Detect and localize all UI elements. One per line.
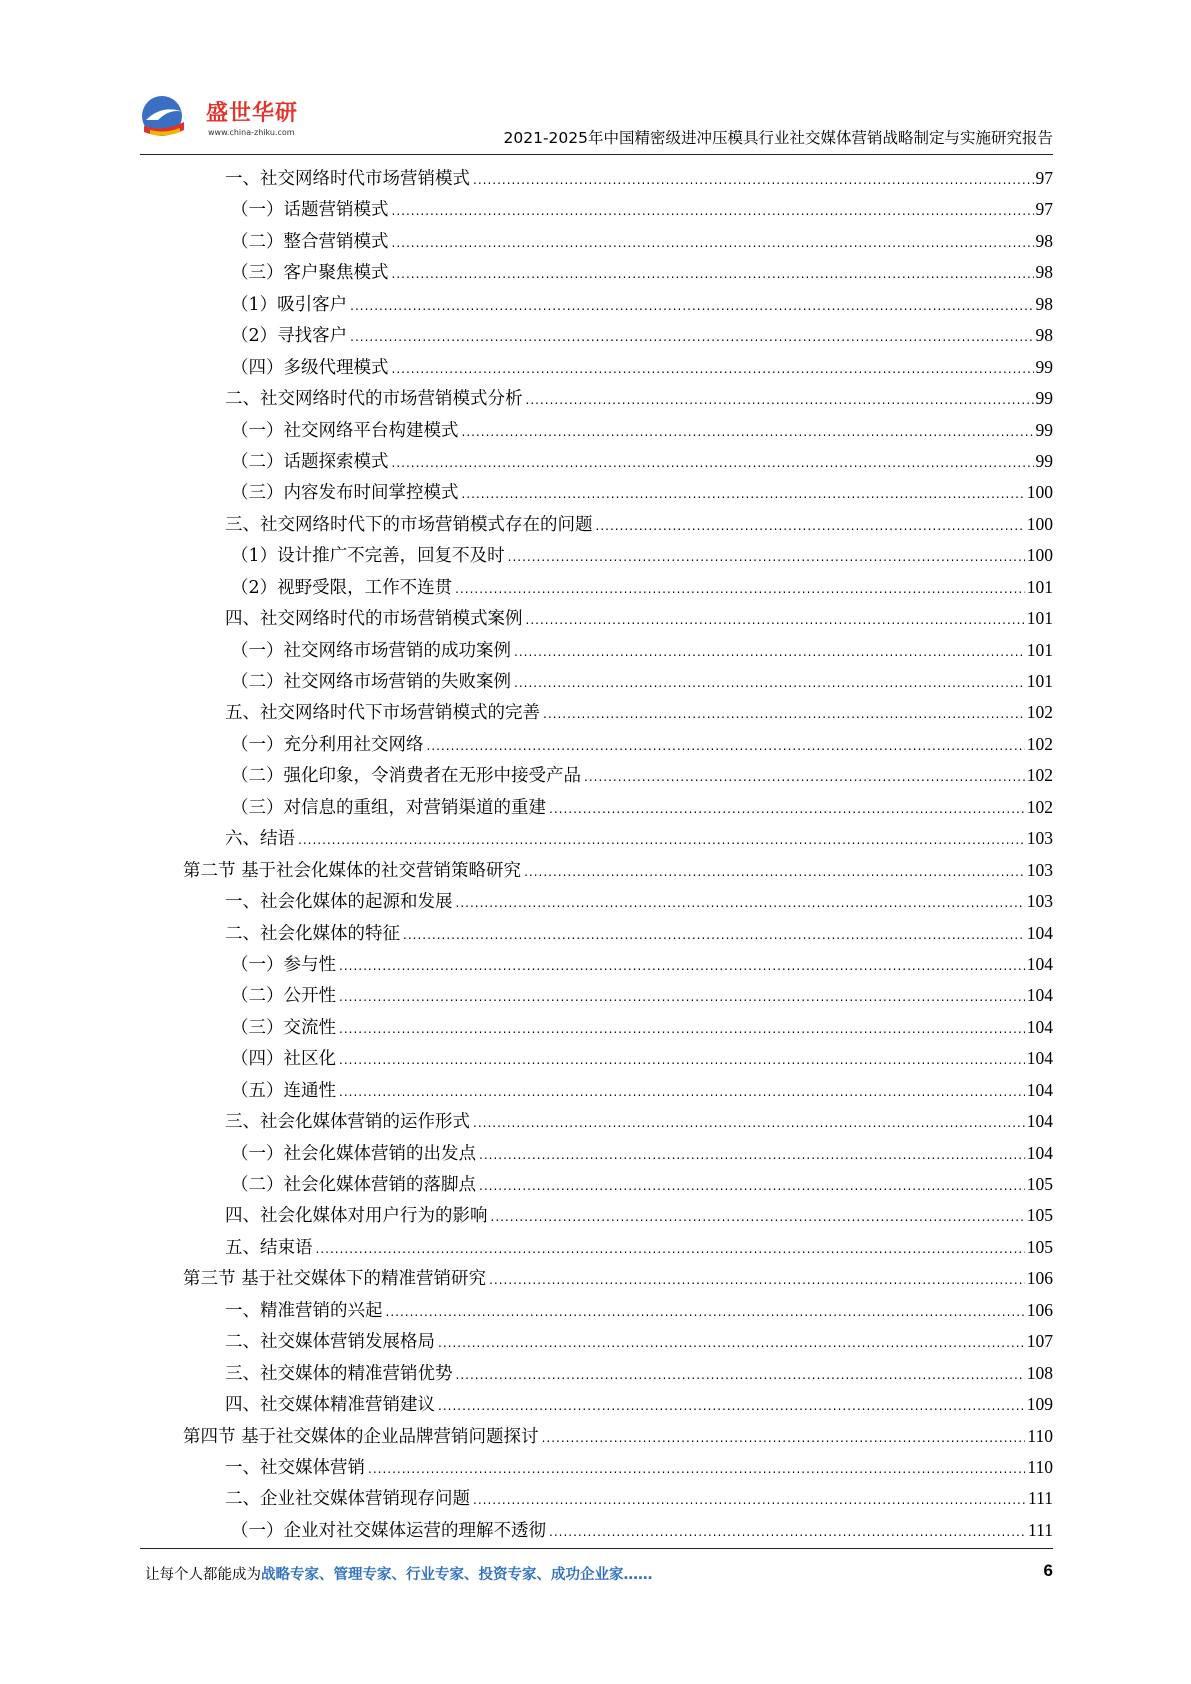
- toc-entry[interactable]: [183, 1232, 1053, 1263]
- toc-entry[interactable]: [183, 1421, 1053, 1452]
- toc-entry-label: 一、社交网络时代市场营销模式: [225, 169, 470, 189]
- toc-entry-label: 二、社交媒体营销发展格局: [225, 1332, 435, 1353]
- toc-entry-page: 101: [1026, 671, 1053, 691]
- toc-entry-page: 99: [1035, 388, 1053, 409]
- toc-entry-label: 一、社交媒体营销: [225, 1457, 365, 1478]
- toc-leader-dots: [462, 479, 1025, 510]
- toc-leader-dots: [339, 982, 1025, 1013]
- toc-entry-label: （三）对信息的重组，对营销渠道的重建: [231, 797, 546, 818]
- toc-entry-label: （一）社会化媒体营销的出发点: [231, 1143, 476, 1164]
- toc-leader-dots: [526, 385, 1034, 416]
- toc-entry[interactable]: [183, 1483, 1053, 1514]
- toc-entry-page: 99: [1035, 356, 1053, 377]
- toc-leader-dots: [596, 511, 1025, 542]
- toc-entry-label: 三、社会化媒体营销的运作形式: [225, 1112, 470, 1133]
- toc-entry[interactable]: [183, 1200, 1053, 1231]
- toc-entry-page: 100: [1026, 545, 1053, 566]
- toc-entry-label: 三、社交网络时代下的市场营销模式存在的问题: [225, 514, 593, 535]
- toc-entry[interactable]: [183, 226, 1053, 257]
- toc-entry-page: 106: [1026, 1268, 1053, 1289]
- toc-leader-dots: [584, 762, 1025, 793]
- toc-leader-dots: [392, 259, 1034, 290]
- toc-leader-dots: [339, 1014, 1025, 1045]
- toc-entry[interactable]: [183, 792, 1053, 823]
- toc-entry[interactable]: [183, 635, 1053, 666]
- toc-entry-label: 四、社交媒体精准营销建议: [225, 1395, 435, 1416]
- toc-entry-label: （四）社区化: [231, 1049, 336, 1070]
- toc-leader-dots: [427, 731, 1025, 762]
- toc-entry-label: （二）社会化媒体营销的落脚点: [231, 1175, 476, 1195]
- toc-entry-page: 98: [1035, 262, 1053, 283]
- toc-entry-label: （2）寻找客户: [231, 326, 348, 347]
- toc-entry-page: 101: [1026, 576, 1053, 597]
- toc-entry-label: （二）话题探索模式: [231, 451, 389, 472]
- footer-divider: [140, 1548, 1053, 1549]
- toc-leader-dots: [542, 1423, 1026, 1454]
- toc-leader-dots: [392, 228, 1034, 259]
- toc-entry[interactable]: [183, 980, 1053, 1011]
- toc-entry-label: 四、社交网络时代的市场营销模式案例: [225, 609, 523, 630]
- footer-slogan-prefix: 让每个人都能成为: [145, 1567, 261, 1583]
- toc-entry-page: 100: [1026, 513, 1053, 534]
- toc-leader-dots: [473, 1108, 1025, 1139]
- toc-entry-page: 103: [1026, 891, 1053, 912]
- toc-entry-page: 107: [1026, 1331, 1053, 1352]
- toc-entry[interactable]: [183, 666, 1053, 697]
- toc-entry[interactable]: [183, 1075, 1053, 1106]
- toc-entry-page: 110: [1027, 1456, 1053, 1477]
- toc-entry[interactable]: [183, 603, 1053, 634]
- toc-entry-page: 100: [1026, 482, 1053, 503]
- toc-entry[interactable]: [183, 1515, 1053, 1546]
- toc-entry-label: 三、社交媒体的精准营销优势: [225, 1363, 453, 1384]
- toc-entry-label: 一、精准营销的兴起: [225, 1300, 383, 1321]
- toc-entry-label: （二）整合营销模式: [231, 231, 389, 252]
- toc-entry-label: （三）交流性: [231, 1017, 336, 1038]
- toc-leader-dots: [508, 542, 1025, 573]
- toc-entry-page: 104: [1026, 1048, 1053, 1069]
- toc-entry[interactable]: [183, 1106, 1053, 1137]
- toc-leader-dots: [339, 951, 1025, 982]
- toc-leader-dots: [392, 354, 1034, 385]
- toc-entry[interactable]: [183, 760, 1053, 791]
- toc-entry-label: 二、社会化媒体的特征: [225, 923, 400, 944]
- toc-entry[interactable]: [183, 446, 1053, 477]
- toc-leader-dots: [479, 1171, 1025, 1202]
- toc-entry-page: 101: [1026, 639, 1053, 660]
- toc-entry-label: （一）参与性: [231, 954, 336, 975]
- toc-entry-label: （二）强化印象，令消费者在无形中接受产品: [231, 766, 581, 787]
- footer-slogan: [145, 1563, 653, 1584]
- toc-entry-label: （三）内容发布时间掌控模式: [231, 483, 459, 504]
- toc-leader-dots: [339, 1077, 1025, 1108]
- toc-entry[interactable]: [183, 257, 1053, 288]
- toc-leader-dots: [438, 1391, 1025, 1422]
- toc-leader-dots: [514, 668, 1025, 699]
- toc-leader-dots: [524, 857, 1025, 888]
- toc-entry[interactable]: [183, 918, 1053, 949]
- toc-entry-label: （四）多级代理模式: [231, 357, 389, 378]
- toc-entry-label: （一）社交网络市场营销的成功案例: [231, 640, 511, 661]
- toc-entry-page: 110: [1027, 1425, 1053, 1446]
- toc-leader-dots: [350, 291, 1033, 322]
- toc-entry-label: 二、企业社交媒体营销现存问题: [225, 1489, 470, 1510]
- toc-entry-page: 105: [1026, 1236, 1053, 1257]
- toc-entry-page: 105: [1026, 1205, 1053, 1226]
- toc-entry-label: 第二节 基于社会化媒体的社交营销策略研究: [183, 860, 522, 881]
- toc-entry[interactable]: [183, 320, 1053, 351]
- toc-entry-page: 102: [1026, 796, 1053, 817]
- toc-leader-dots: [543, 699, 1025, 730]
- toc-entry-page: 102: [1026, 765, 1053, 786]
- toc-entry[interactable]: [183, 540, 1053, 571]
- toc-leader-dots: [298, 825, 1025, 856]
- toc-entry-label: （一）企业对社交媒体运营的理解不透彻: [231, 1520, 546, 1541]
- toc-entry-label: （五）连通性: [231, 1080, 336, 1101]
- report-title: 2021-2025年中国精密级进冲压模具行业社交媒体营销战略制定与实施研究报告: [503, 129, 1053, 147]
- logo-url: www.china-zhiku.com: [208, 128, 295, 137]
- toc-leader-dots: [491, 1202, 1025, 1233]
- toc-entry[interactable]: [183, 289, 1053, 320]
- toc-entry[interactable]: [183, 886, 1053, 917]
- toc-entry[interactable]: [183, 415, 1053, 446]
- toc-entry[interactable]: [183, 1452, 1053, 1483]
- toc-entry-label: （二）公开性: [231, 986, 336, 1007]
- toc-entry-label: 一、社会化媒体的起源和发展: [225, 892, 453, 913]
- toc-entry-label: （一）社交网络平台构建模式: [231, 420, 459, 441]
- toc-leader-dots: [403, 920, 1025, 951]
- toc-entry-label: 四、社会化媒体对用户行为的影响: [225, 1206, 488, 1227]
- toc-entry-label: （二）社交网络市场营销的失败案例: [231, 672, 511, 692]
- toc-entry[interactable]: [183, 1358, 1053, 1389]
- toc-entry-label: 第三节 基于社交媒体下的精准营销研究: [183, 1269, 487, 1290]
- toc-entry[interactable]: [183, 823, 1053, 854]
- toc-entry-page: 104: [1026, 953, 1053, 974]
- toc-entry[interactable]: [183, 352, 1053, 383]
- toc-entry-page: 104: [1026, 1111, 1053, 1132]
- toc-entry-page: 101: [1026, 608, 1053, 629]
- toc-entry[interactable]: [183, 509, 1053, 540]
- toc-leader-dots: [489, 1265, 1025, 1296]
- toc-leader-dots: [392, 448, 1034, 479]
- toc-entry-page: 103: [1026, 828, 1053, 849]
- toc-entry-page: 103: [1026, 859, 1053, 880]
- toc-entry-label: （1）设计推广不完善，回复不及时: [231, 546, 505, 567]
- toc-leader-dots: [456, 888, 1025, 919]
- toc-entry[interactable]: [183, 949, 1053, 980]
- toc-entry-page: 99: [1035, 419, 1053, 440]
- toc-entry-page: 109: [1026, 1394, 1053, 1415]
- toc-entry[interactable]: [183, 1169, 1053, 1200]
- toc-entry-page: 98: [1035, 230, 1053, 251]
- toc-leader-dots: [438, 1328, 1025, 1359]
- toc-entry-label: 二、社交网络时代的市场营销模式分析: [225, 389, 523, 410]
- toc-leader-dots: [339, 1045, 1025, 1076]
- toc-leader-dots: [549, 794, 1025, 825]
- toc-entry[interactable]: [183, 1043, 1053, 1074]
- toc-entry-label: （一）充分利用社交网络: [231, 734, 424, 755]
- toc-entry-label: （一）话题营销模式: [231, 200, 389, 221]
- toc-entry-label: （2）视野受限，工作不连贯: [231, 577, 453, 598]
- toc-leader-dots: [473, 165, 1034, 196]
- toc-entry[interactable]: [183, 1295, 1053, 1326]
- toc-entry[interactable]: [183, 1138, 1053, 1169]
- toc-entry-page: 111: [1028, 1519, 1053, 1540]
- toc-entry[interactable]: [183, 383, 1053, 414]
- toc-leader-dots: [392, 196, 1034, 227]
- toc-leader-dots: [473, 1485, 1026, 1516]
- toc-entry-label: （三）客户聚焦模式: [231, 263, 389, 284]
- toc-entry-page: 111: [1028, 1488, 1053, 1509]
- toc-entry[interactable]: [183, 1012, 1053, 1043]
- toc-leader-dots: [514, 637, 1025, 668]
- toc-entry-page: 98: [1035, 325, 1053, 346]
- toc-entry-label: 五、社交网络时代下市场营销模式的完善: [225, 703, 540, 724]
- toc-entry-page: 104: [1026, 1016, 1053, 1037]
- toc-entry[interactable]: [183, 855, 1053, 886]
- toc-entry-page: 102: [1026, 702, 1053, 723]
- toc-entry-page: 104: [1026, 1079, 1053, 1100]
- toc-entry-label: 五、结束语: [225, 1237, 313, 1258]
- toc-entry[interactable]: [183, 194, 1053, 225]
- toc-entry[interactable]: [183, 1263, 1053, 1294]
- table-of-contents: [183, 163, 1053, 1546]
- toc-leader-dots: [462, 417, 1034, 448]
- toc-entry-page: 104: [1026, 985, 1053, 1006]
- toc-entry-page: 97: [1035, 199, 1053, 220]
- toc-entry-page: 104: [1026, 922, 1053, 943]
- logo-text: 盛世华研: [206, 101, 299, 126]
- toc-leader-dots: [368, 1454, 1025, 1485]
- page-number: 6: [1043, 1561, 1053, 1580]
- toc-entry[interactable]: [183, 477, 1053, 508]
- toc-entry-page: 106: [1026, 1299, 1053, 1320]
- toc-entry-page: 98: [1035, 293, 1053, 314]
- toc-entry-page: 108: [1026, 1362, 1053, 1383]
- header-divider: [140, 154, 1053, 155]
- toc-entry[interactable]: [183, 697, 1053, 728]
- toc-leader-dots: [479, 1140, 1025, 1171]
- toc-entry-page: 105: [1026, 1174, 1053, 1194]
- toc-entry-label: 六、结语: [225, 829, 295, 850]
- toc-entry[interactable]: [183, 572, 1053, 603]
- toc-entry[interactable]: [183, 729, 1053, 760]
- toc-entry-page: 99: [1035, 450, 1053, 471]
- toc-entry-label: （1）吸引客户: [231, 294, 348, 315]
- toc-entry-page: 97: [1035, 168, 1053, 188]
- toc-entry-page: 102: [1026, 733, 1053, 754]
- toc-leader-dots: [386, 1297, 1025, 1328]
- toc-leader-dots: [455, 574, 1025, 605]
- toc-entry-label: 第四节 基于社交媒体的企业品牌营销问题探讨: [183, 1426, 539, 1447]
- toc-leader-dots: [316, 1234, 1025, 1265]
- toc-leader-dots: [350, 322, 1033, 353]
- toc-entry-page: 104: [1026, 1142, 1053, 1163]
- toc-entry[interactable]: [183, 1389, 1053, 1420]
- toc-entry[interactable]: [183, 1326, 1053, 1357]
- toc-leader-dots: [526, 605, 1025, 636]
- toc-entry[interactable]: [183, 163, 1053, 194]
- toc-leader-dots: [549, 1517, 1026, 1548]
- toc-leader-dots: [456, 1360, 1025, 1391]
- footer-slogan-accent: 战略专家、管理专家、行业专家、投资专家、成功企业家……: [261, 1567, 653, 1583]
